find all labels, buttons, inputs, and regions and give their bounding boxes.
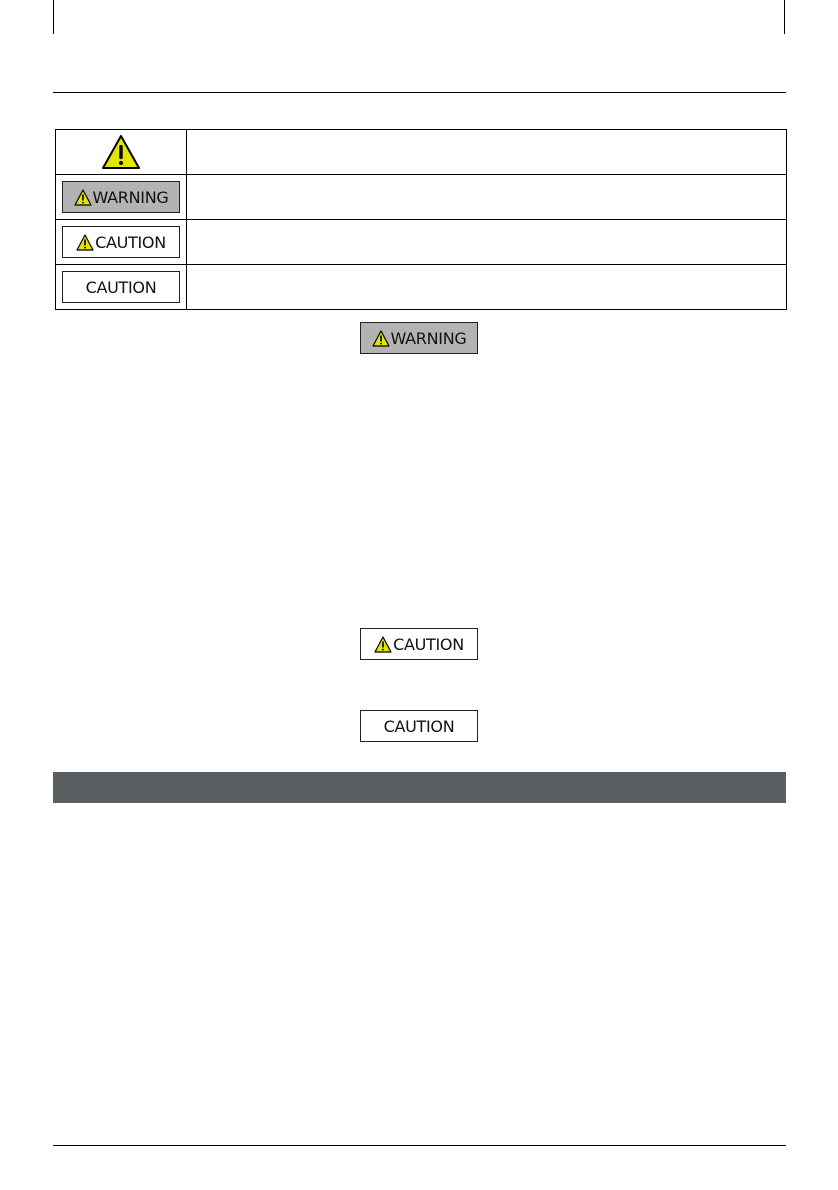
- warning-label-text: WARNING: [92, 187, 169, 207]
- warning-triangle-icon: [74, 189, 92, 206]
- header-rule: [53, 92, 786, 93]
- caution-label: [62, 271, 180, 303]
- caution-icon-label-text: CAUTION: [95, 232, 166, 252]
- warning-label: [62, 181, 180, 213]
- caution-heading-label: [360, 710, 478, 742]
- footer-rule: [53, 1145, 786, 1146]
- table-row: [56, 265, 787, 310]
- caution-label-text: CAUTION: [85, 277, 157, 297]
- description-cell: [187, 265, 787, 310]
- symbol-cell: [56, 265, 187, 310]
- warning-triangle-icon: [374, 636, 392, 653]
- safety-symbol-table: [55, 129, 787, 310]
- caution-icon-heading-label: [360, 628, 478, 660]
- warning-heading-label: [360, 322, 478, 354]
- warning-triangle-icon: [101, 134, 141, 170]
- caution-heading-text: CAUTION: [383, 716, 455, 736]
- description-cell: [187, 220, 787, 265]
- symbol-cell: [56, 175, 187, 220]
- warning-triangle-icon: [76, 234, 94, 251]
- table-row: [56, 130, 787, 175]
- crop-mark-right: [784, 0, 785, 34]
- caution-icon-heading-text: CAUTION: [393, 634, 464, 654]
- warning-triangle-icon: [372, 330, 390, 347]
- description-cell: [187, 130, 787, 175]
- crop-mark-left: [53, 0, 54, 34]
- symbol-cell: [56, 130, 187, 175]
- description-cell: [187, 175, 787, 220]
- warning-heading-text: WARNING: [390, 328, 467, 348]
- table-row: [56, 175, 787, 220]
- caution-icon-label: [62, 226, 180, 258]
- table-row: [56, 220, 787, 265]
- section-header-bar: [53, 772, 786, 803]
- symbol-cell: [56, 220, 187, 265]
